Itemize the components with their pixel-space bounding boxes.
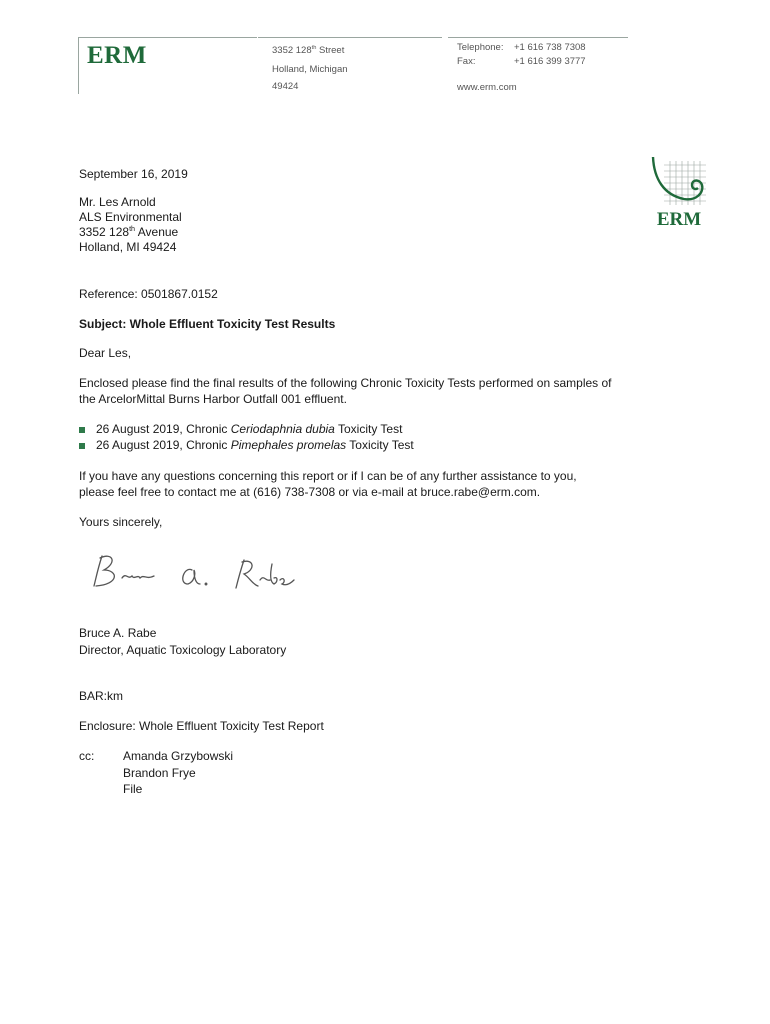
telephone-label: Telephone: bbox=[457, 42, 504, 53]
cc-recipient: Brandon Frye bbox=[123, 765, 196, 780]
address-city: Holland, Michigan bbox=[272, 64, 348, 75]
cc-recipient: File bbox=[123, 782, 143, 796]
recipient-name: Mr. Les Arnold bbox=[79, 195, 156, 209]
cc-label: cc: bbox=[79, 749, 95, 763]
address-street: 3352 128th Street bbox=[272, 44, 345, 56]
contact-line-1: If you have any questions concerning this report or if I can be of any further assistance to you, bbox=[79, 469, 577, 483]
emblem-erm-text: ERM bbox=[656, 209, 702, 230]
recipient-city: Holland, MI 49424 bbox=[79, 240, 177, 254]
telephone-value: +1 616 738 7308 bbox=[514, 42, 586, 53]
signer-name: Bruce A. Rabe bbox=[79, 626, 157, 640]
closing: Yours sincerely, bbox=[79, 515, 163, 529]
erm-emblem-logo bbox=[650, 155, 708, 231]
salutation: Dear Les, bbox=[79, 346, 132, 360]
intro-line-2: the ArcelorMittal Burns Harbor Outfall 001 effluent. bbox=[79, 392, 347, 406]
letterhead-address bbox=[258, 37, 442, 94]
typist-initials: BAR:km bbox=[79, 689, 124, 703]
reference-line: Reference: 0501867.0152 bbox=[79, 287, 218, 301]
handwritten-signature bbox=[88, 550, 298, 605]
letterhead-logo-box bbox=[78, 37, 257, 94]
recipient-street: 3352 128th Avenue bbox=[79, 224, 179, 239]
letter-date: September 16, 2019 bbox=[79, 167, 188, 181]
fax-label: Fax: bbox=[457, 56, 476, 67]
bullet-item: 26 August 2019, Chronic Pimephales promelas Toxicity Test bbox=[96, 438, 414, 452]
address-zip: 49424 bbox=[272, 81, 299, 92]
recipient-company: ALS Environmental bbox=[79, 210, 182, 224]
cc-list bbox=[123, 748, 233, 798]
fax-value: +1 616 399 3777 bbox=[514, 56, 586, 67]
grid-swirl-icon bbox=[650, 155, 708, 231]
subject-line: Subject: Whole Effluent Toxicity Test Results bbox=[79, 317, 336, 331]
enclosure-line: Enclosure: Whole Effluent Toxicity Test Report bbox=[79, 719, 324, 733]
intro-line-1: Enclosed please find the final results of the following Chronic Toxicity Tests performed on samples of bbox=[79, 376, 612, 390]
letterhead-contact bbox=[448, 37, 628, 94]
signer-title: Director, Aquatic Toxicology Laboratory bbox=[79, 643, 287, 657]
website-link[interactable]: www.erm.com bbox=[457, 82, 517, 93]
bullet-item: 26 August 2019, Chronic Ceriodaphnia dubia Toxicity Test bbox=[96, 422, 403, 436]
contact-line-2: please feel free to contact me at (616) 738-7308 or via e-mail at bruce.rabe@erm.com. bbox=[79, 485, 541, 499]
bullet-square-icon bbox=[79, 443, 85, 449]
bullet-square-icon bbox=[79, 427, 85, 433]
cc-recipient: Amanda Grzybowski bbox=[123, 749, 234, 763]
erm-logo-text: ERM bbox=[87, 42, 147, 69]
